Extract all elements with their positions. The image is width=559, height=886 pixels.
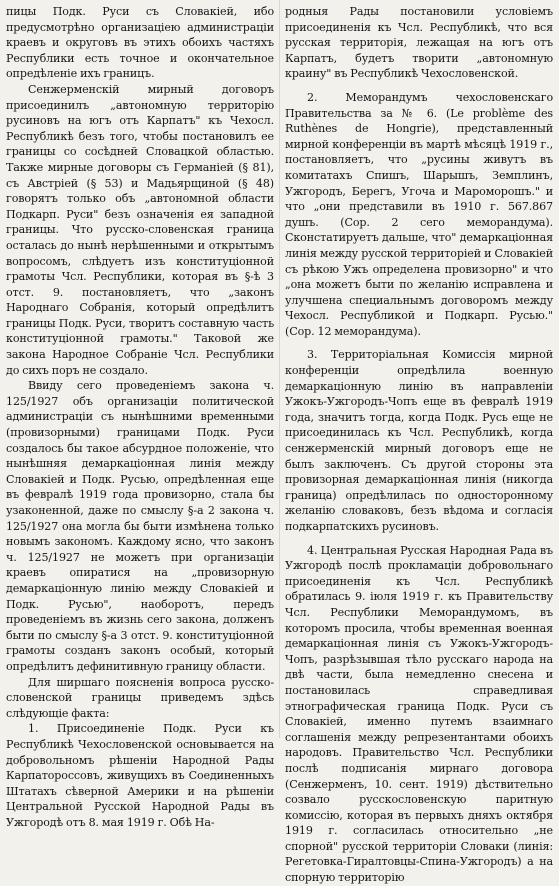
- paragraph: 2. Меморандумъ чехословенскаго Правительства за № 6. (Le problème des Ruthènes de Hongrie), представленный мирной конференціи въ мартѣ мѣсяцѣ 1919 г., постановляетъ, что „русины живутъ въ комитатахъ Спишъ, Шарышъ, Земплинъ, Ужгородъ, Берегъ, Угоча и Мароморошъ." и что „они представили въ 1910 г. 567.867 душъ. (Сор. 2 сего меморандума). Сконстатируетъ дальше, что" демаркаціонная линія между русской территоріей и Словакіей съ рѣкою Ужъ определена провизорно" и что „она можетъ быти по желанію исправлена и улучшена специальнымъ договоромъ между Чехосл. Республикой и Подкарп. Русью." (Сор. 12 меморандума).: [285, 90, 553, 338]
- paragraph: родныя Рады постановили условіемъ присоединенія къ Чсл. Республикѣ, что вся русская территорія, лежащая на югъ отъ Карпатъ, будетъ творити „автономную краину" въ Республикѣ Чехословенской.: [285, 5, 553, 81]
- column-divider: [279, 0, 280, 738]
- right-column: [285, 4, 553, 885]
- paragraph: 4. Центральная Русская Народная Рада въ Ужгородѣ послѣ прокламаціи добровольнаго присоединенія къ Чсл. Республикѣ обратилась 9. іюля 1919 г. къ Правительству Чсл. Республики Меморандумомъ, въ которомъ просила, чтобы временная военная демаркаціонная линія съ Ужокъ-Ужгородъ-Чопъ, разрѣзывшая тѣло русскаго народа на двѣ части, была немедленно снесена и постановилась справедливая этнографическая граница Подк. Руси съ Словакіей, именно путемъ взаимнаго соглашенія между репрезентантами обоихъ народовъ. Правительство Чсл. Республики послѣ подписанія мирнаго договора (Сенжерменъ, 10. сент. 1919) дѣствительно созвало русскословенскую паритную комиссію, которая въ первыхъ дняхъ октября 1919 г. согласилась относительно „не спорной" русской территоріи Словаки (линія: Регетовка-Гиралтовцы-Спина-Ужгородъ) а на спорную территорію: [285, 543, 553, 885]
- paragraph: Сенжерменскій мирный договоръ присоединилъ „автономную территорію русиновъ на югъ отъ Карпатъ" къ Чехосл. Республикѣ безъ того, чтобы постановилъ ее границы со сосѣдней Словацкой областью. Также мирные договоры съ Германіей (§ 81), съ Австріей (§ 53) и Мадьярщиной (§ 48) говорятъ только объ „автономной области Подкарп. Руси" безъ означенія ея западной границы. Что русско-словенская граница осталась до нынѣ нерѣшенными и открытымъ вопросомъ, слѣдуетъ изъ конституціонной грамоты Чсл. Республики, которая въ §-ѣ 3 отст. 9. постановляетъ, что „законъ Народнаго Собранія, который опредѣлитъ границы Подк. Руси, творитъ составную часть конституціонной грамоты." Таковой же закона Народное Собраніе Чсл. Республики до сихъ поръ не создало.: [6, 82, 274, 377]
- paragraph: Ввиду сего проведеніемъ закона ч. 125/1927 объ организаціи политической администраціи съ нынѣшними временными (провизорными) границами Подк. Руси создалось бы такое абсурдное положеніе, что нынѣшняя демаркаціонная линія между Словакіей и Подк. Русью, опредѣленная еще въ февралѣ 1919 года провизорно, стала бы узаконенной, даже по смыслу §-а 2 закона ч. 125/1927 она могла бы быти измѣнена только новымъ закономъ. Каждому ясно, что законъ ч. 125/1927 не можетъ при организаціи краевъ опиратися на „провизорную демаркаціонную линію между Словакіей и Подк. Русью", наоборотъ, передъ проведеніемъ въ жизнь сего закона, долженъ быти по смыслу §-а 3 отст. 9. конституціонной грамоты созданъ законъ особый, который опредѣлитъ дефинитивную границу области.: [6, 379, 274, 673]
- paragraph: 1. Присоединеніе Подк. Руси къ Республикѣ Чехословенской основывается на добровольномъ рѣшеніи Народной Рады Карпатороссовъ, живущихъ въ Соединенныхъ Штатахъ сѣверной Америки и на рѣшеніи Центральной Русской Народной Рады въ Ужгородѣ отъ 8. мая 1919 г. Обѣ На-: [6, 722, 274, 829]
- paragraph: 3. Территоріальная Комиссія мирной конференціи опредѣлила военную демаркаціонную линію въ направленіи Ужокъ-Ужгородъ-Чопъ еще въ февралѣ 1919 года, значитъ тогда, когда Подк. Русь еще не присоединилась къ Чсл. Республикѣ, когда сенжерменскій мирный договоръ еще не былъ заключенъ. Съ другой стороны эта провизорная демаркаціонная линія (никогда граница) опредѣлилась по односторонному желанію словаковъ, безъ вѣдома и согласія подкарпатскихъ русиновъ.: [285, 348, 553, 533]
- left-column: [6, 4, 274, 829]
- paragraph: пицы Подк. Руси съ Словакіей, ибо предусмотрѣно организаціею администраціи краевъ и округовъ въ этихъ обоихъ частяхъ Республики есть точное и окончательное опредѣленіе ихъ границъ.: [6, 5, 274, 81]
- paragraph: Для ширшаго поясненія вопроса русско-словенской границы приведемъ здѣсь слѣдующіе факта:: [6, 675, 274, 720]
